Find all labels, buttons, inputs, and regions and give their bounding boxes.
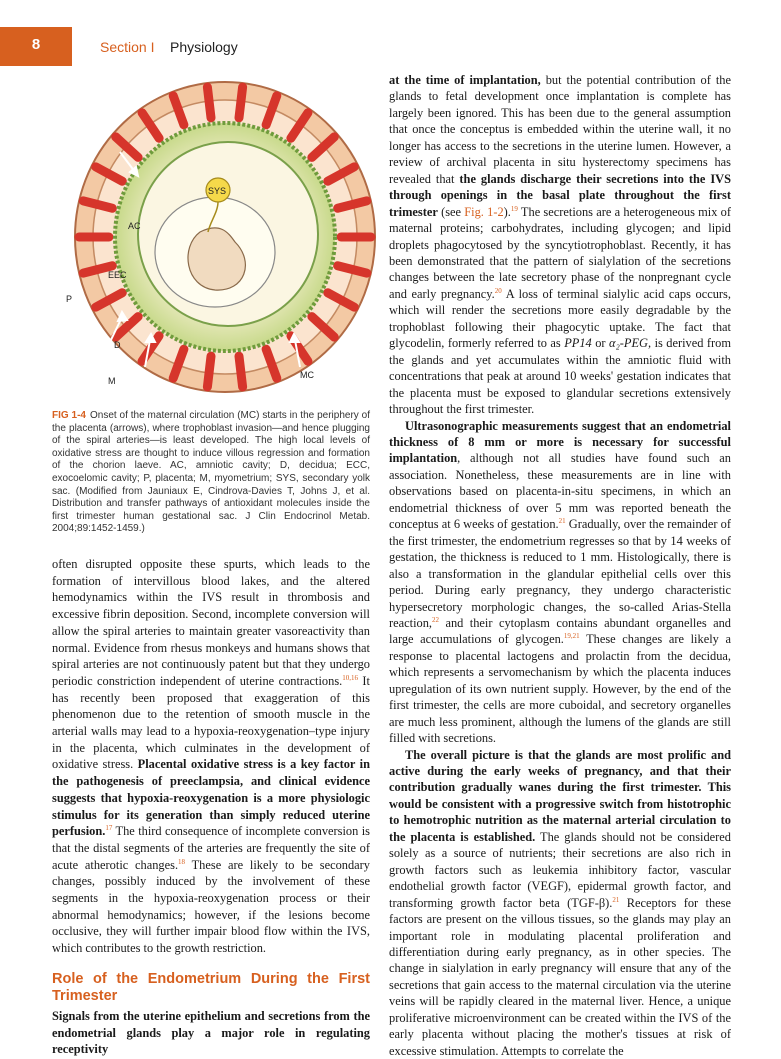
reference: 17 — [105, 824, 113, 833]
spiral-artery — [207, 356, 211, 387]
reference: 19 — [510, 204, 518, 213]
right-paragraph-2: Ultrasonographic measurements suggest that an endometrial thickness of 8 mm or more is necessary for successful implantation, although not all studies have found such an association. Nonetheless, these measurements are in line with observations based on placenta-in-situ specimens, in which an endometrial thickness of over 5 mm was reported beneath the conceptus at 6 weeks of gestation.$^{21}$ Gradually, over the remainder of the first trimester, the endometrium regresses so that by 14 weeks of gestation, the thickness is reduced to 1 mm. Histologically, there is also a transformation in the glandular epithelial cells over this period. During early pregnancy, they undergo characteristic hypersecretory morphologic changes, the so-called Arias-Stella reaction,$^{22}$ and their cytoplasm contains abundant organelles and large accumulations of glycogen.$^{19,21}$ These changes are likely a response to placental lactogens and prolactin from the decidua, which represents a servomechanism by which the placenta induces upregulation of its own nutrient supply. However, by the end of the first trimester, the cells are more cuboidal, and secretory organelles are much less prominent, although the lumens of the glands are still filled with secretions. — [389, 418, 731, 746]
left-paragraph-1: often disrupted opposite these spurts, which leads to the formation of intervillous blood lakes, and the altered hemodynamics within the IVS result in thrombosis and excessive fibrin deposition. Second, incomplete conversion will allow the spiral arteries to maintain greater vasoreactivity than normal. Evidence from rhesus monkeys and humans shows that spiral arteries are not continuously patent but that they undergo periodic constriction independent of uterine contractions.$^{10,16}$ It has recently been proposed that exaggeration of this phenomenon due to the retention of smooth muscle in the arterial walls may lead to a hypoxia-reoxygenation–type injury in the placenta, which culminates in the development of oxidative stress. Placental oxidative stress is a key factor in the pathogenesis of preeclampsia, and clinical evidence suggests that hypoxia-reoxygenation is a more physiologic stimulus for its generation than simply reduced uterine perfusion.$^{17}$ The third consequence of incomplete conversion is that the distal segments of the arteries are frequently the site of acute atherotic changes.$^{18}$ These are likely to be secondary changes, possibly induced by the involvement of these segments in the hypoxia-reoxygenation process or their abnormal hemodynamics; however, if the lesions become occlusive, they will further impair blood flow within the IVS, which contributes to the growth restriction. — [52, 557, 370, 956]
spiral-artery — [239, 356, 243, 387]
spiral-artery — [239, 87, 243, 118]
running-header-section: Section I — [100, 39, 155, 55]
right-paragraph-3: The overall picture is that the glands are most prolific and active during the early weeks of pregnancy, and that their contribution gradually wanes during the first trimester. This would be consistent with a progressive switch from histotrophic to hemotrophic nutrition as the maternal arterial circulation to the placenta is established. The glands should not be considered solely as a source of nutrients; their secretions are also rich in growth factors such as leukemia inhibitory factor, vascular endothelial growth factor (VEGF), epidermal growth factor, and transforming growth factor beta (TGF-β).$^{21}$ Receptors for these factors are present on the villous tissues, so the glands may play an important role in modulating placental proliferation and differentiation during early pregnancy, as in other species. The change in sialylation in early pregnancy will ensure that any of the secretions that gain access to the maternal circulation via the uterine veins will be rapidly cleared in the maternal liver. Hence, a unique proliferative microenvironment can be created within the IVS of the early placenta without placing the mother's tissues at risk of excessive stimulation. Attempts to correlate the — [389, 747, 731, 1058]
reference: 10,16 — [342, 673, 358, 682]
reference: 20 — [494, 286, 502, 295]
label-mc: MC — [300, 370, 314, 380]
right-column — [389, 72, 731, 1059]
right-paragraph-1: at the time of implantation, but the potential contribution of the glands to fetal development once implantation is complete has largely been ignored. This has been due to the general assumption that once the conceptus is embedded within the uterine wall, it no longer has access to the secretions in the uterine lumen. However, a review of archival placenta in situ hysterectomy specimens has revealed that the glands discharge their secretions into the IVS through openings in the basal plate throughout the first trimester (see Fig. 1-2).$^{19}$ The secretions are a heterogeneous mix of maternal proteins; carbohydrates, including glycogen; and lipid droplets phagocytosed by the syncytiotrophoblast. Recently, it has been demonstrated that the pattern of sialylation of the secretions changes between the late secretory phase of the nonpregnant cycle and early pregnancy.$^{20}$ A loss of terminal sialylic acid caps occurs, which will render the secretions more easily degradable by the trophoblast following their phagocytic uptake. The fact that glycodelin, formerly referred to as PP14 or α₂-PEG, is derived from the glands and yet accumulates within the amniotic fluid with concentrations that peak at around 10 weeks' gestation indicates that the placenta must be exposed to glandular secretions extensively throughout the first trimester. — [389, 73, 732, 417]
running-header-title: Physiology — [170, 39, 238, 55]
figure-caption-text: Onset of the maternal circulation (MC) starts in the periphery of the placenta (arrows), where trophoblast invasion—and hence plugging of the spiral arteries—is least developed. The high local levels of oxidative stress are thought to induce villous regression and formation of the chorion laeve. AC, amniotic cavity; D, decidua; ECC, exocoelomic cavity; P, placenta; M, myometrium; SYS, secondary yolk sac. (Modified from Jauniaux E, Cindrova-Davies T, Johns J, et al. Distribution and transfer pathways of antioxidant molecules inside the first trimester human gestational sac. J Clin Endocrinol Metab. 2004;89:1452-1459.) — [52, 410, 370, 535]
reference: 21 — [558, 517, 566, 526]
figure-number: FIG 1-4 — [52, 410, 86, 421]
left-column — [52, 556, 370, 1058]
label-sys: SYS — [208, 186, 227, 196]
figure-reference-link[interactable]: Fig. 1-2 — [464, 204, 504, 219]
label-p: P — [66, 294, 73, 304]
reference: 21 — [612, 895, 620, 904]
reference: 22 — [432, 615, 439, 624]
label-eec: EEC — [108, 270, 127, 280]
page-number: 8 — [31, 36, 41, 53]
figure-caption — [52, 410, 370, 536]
reference: 18 — [178, 857, 186, 866]
left-paragraph-2: Signals from the uterine epithelium and secretions from the endometrial glands play a major role in regulating receptivity — [52, 1008, 370, 1057]
section-heading: Role of the Endometrium During the First Trimester — [52, 970, 370, 1004]
gestational-sac-diagram — [50, 72, 380, 402]
figure-1-4-illustration — [50, 72, 380, 402]
label-d: D — [114, 340, 121, 350]
label-m: M — [108, 376, 116, 386]
reference: 19,21 — [563, 632, 580, 641]
label-ac: AC — [128, 221, 141, 231]
spiral-artery — [207, 87, 211, 118]
